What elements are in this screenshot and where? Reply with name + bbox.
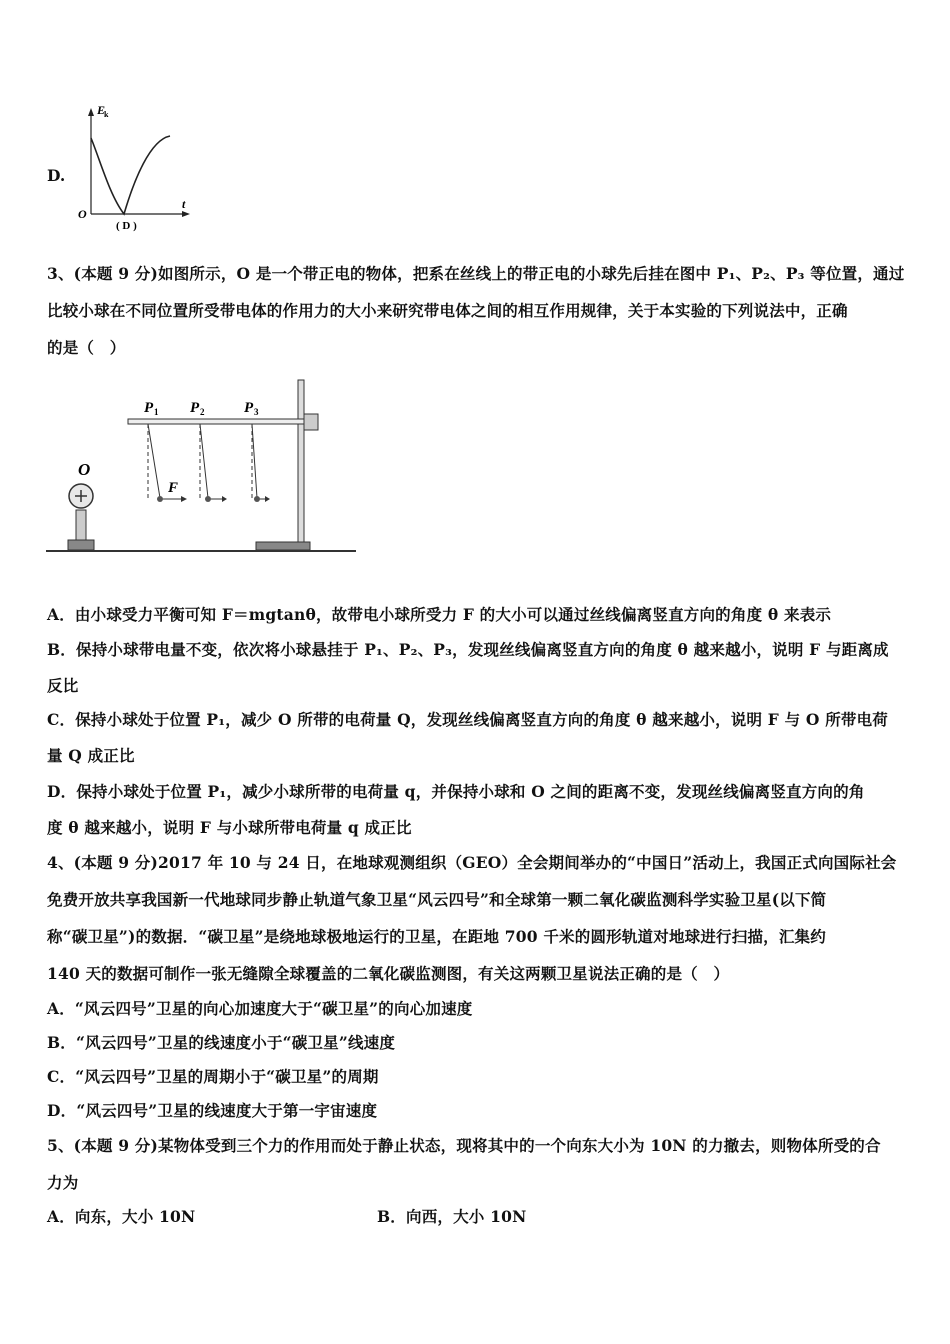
label-p1-sub: 1	[154, 407, 159, 417]
ek-t-graph	[72, 100, 197, 240]
q3-option-c-line-2: 量 Q 成正比	[47, 746, 135, 765]
q5-option-a: A．向东，大小 10N	[47, 1207, 196, 1226]
label-p2-sub: 2	[200, 407, 205, 417]
label-f: F	[168, 480, 179, 496]
origin-label: O	[78, 207, 87, 221]
axis-y-subscript: k	[104, 110, 109, 119]
q4-option-a: A．“风云四号”卫星的向心加速度大于“碳卫星”的向心加速度	[47, 999, 473, 1018]
coulomb-experiment-figure	[46, 376, 366, 561]
q3-option-d-line-2: 度 θ 越来越小，说明 F 与小球所带电荷量 q 成正比	[47, 818, 412, 837]
q4-option-b: B．“风云四号”卫星的线速度小于“碳卫星”线速度	[47, 1033, 396, 1052]
p2-ball	[205, 496, 211, 502]
label-p2: P	[190, 400, 200, 416]
label-p3-sub: 3	[254, 407, 259, 417]
q4-stem-line-3: 称“碳卫星”)的数据．“碳卫星”是绕地球极地运行的卫星，在距地 700 千米的圆形轨道对地球进行扫描，汇集约	[47, 927, 826, 946]
q3-option-d-line-1: D．保持小球处于位置 P₁，减少小球所带的电荷量 q，并保持小球和 O 之间的距离不变，发现丝线偏离竖直方向的角	[47, 782, 865, 801]
stand-clamp	[304, 414, 318, 430]
q5-stem-line-1: 5、(本题 9 分)某物体受到三个力的作用而处于静止状态，现将其中的一个向东大小为 10N 的力撤去，则物体所受的合	[47, 1136, 881, 1155]
q3-option-b-line-2: 反比	[47, 676, 79, 695]
q5-stem-line-2: 力为	[47, 1173, 79, 1192]
object-o-post	[76, 510, 86, 540]
label-p3: P	[244, 400, 254, 416]
x-axis-arrow	[182, 211, 190, 217]
q3-stem-line-3: 的是（ ）	[47, 338, 126, 357]
q4-stem-line-1: 4、(本题 9 分)2017 年 10 与 24 日，在地球观测组织（GEO）全会期间举办的“中国日”活动上，我国正式向国际社会	[47, 853, 897, 872]
q4-stem-line-2: 免费开放共享我国新一代地球同步静止轨道气象卫星“风云四号”和全球第一颗二氧化碳监测科学实验卫星(以下简	[47, 890, 827, 909]
q3-stem-line-2: 比较小球在不同位置所受带电体的作用力的大小来研究带电体之间的相互作用规律，关于本实验的下列说法中，正确	[47, 301, 848, 320]
axis-x-label: t	[182, 197, 186, 211]
option-d-label: D.	[47, 166, 66, 185]
figure-caption: ( D )	[116, 220, 137, 232]
p3-string	[252, 424, 257, 498]
label-o: O	[78, 460, 91, 479]
p1-ball	[157, 496, 163, 502]
q3-option-a: A．由小球受力平衡可知 F＝mgtanθ，故带电小球所受力 F 的大小可以通过丝线偏离竖直方向的角度 θ 来表示	[47, 605, 832, 624]
q4-option-d: D．“风云四号”卫星的线速度大于第一宇宙速度	[47, 1101, 378, 1120]
q3-stem-line-1: 3、(本题 9 分)如图所示，O 是一个带正电的物体，把系在丝线上的带正电的小球先后挂在图中 P₁、P₂、P₃ 等位置，通过	[47, 264, 905, 283]
object-o-base	[68, 540, 94, 550]
q3-option-b-line-1: B．保持小球带电量不变，依次将小球悬挂于 P₁、P₂、P₃，发现丝线偏离竖直方向的角度 θ 越来越小，说明 F 与距离成	[47, 640, 889, 659]
p2-string	[200, 424, 208, 498]
q4-stem-line-4: 140 天的数据可制作一张无缝隙全球覆盖的二氧化碳监测图，有关这两颗卫星说法正确的是（ ）	[47, 964, 730, 983]
y-axis-arrow	[88, 108, 94, 116]
ek-curve	[91, 136, 170, 214]
horizontal-rod	[128, 419, 304, 424]
p1-string	[148, 424, 160, 498]
stand-pole	[298, 380, 304, 542]
label-p1: P	[144, 400, 154, 416]
q5-option-b: B．向西，大小 10N	[377, 1207, 527, 1226]
p3-ball	[254, 496, 260, 502]
q3-option-c-line-1: C．保持小球处于位置 P₁，减少 O 所带的电荷量 Q，发现丝线偏离竖直方向的角度 θ 越来越小，说明 F 与 O 所带电荷	[47, 710, 888, 729]
q4-option-c: C．“风云四号”卫星的周期小于“碳卫星”的周期	[47, 1067, 379, 1086]
axis-y-label: E	[97, 103, 106, 117]
stand-base	[256, 542, 310, 550]
